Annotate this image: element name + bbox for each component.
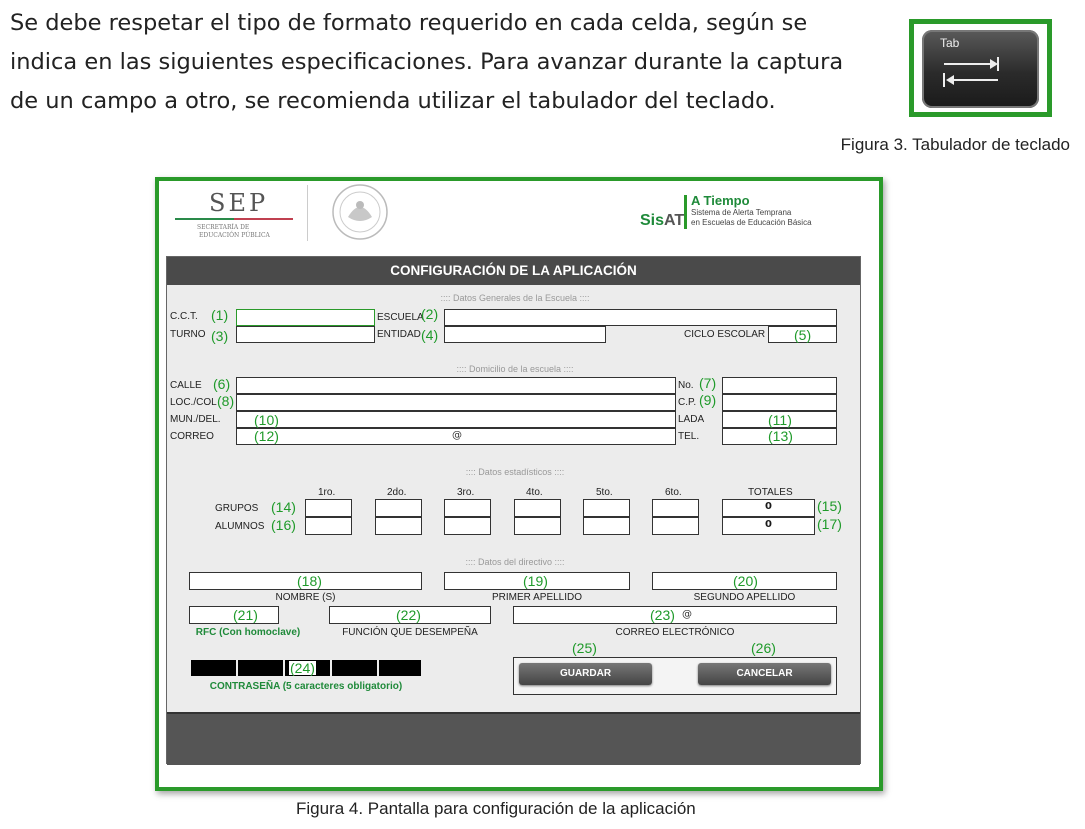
grupos-1ro-input[interactable] [305,499,352,517]
correo-electronico-input[interactable] [513,606,837,624]
national-seal-icon [330,183,390,241]
marker-19: (19) [523,573,548,589]
sisat-desc-2: en Escuelas de Educación Básica [691,218,812,227]
marker-23: (23) [650,607,675,623]
cp-input[interactable] [722,394,837,411]
marker-10: (10) [254,412,279,428]
alumnos-5to-input[interactable] [583,517,630,535]
grade-6-label: 6to. [665,487,682,498]
marker-12: (12) [254,428,279,444]
label-correo: CORREO [170,431,214,442]
password-caption: CONTRASEÑA (5 caracteres obligatorio) [209,681,403,692]
rfc-caption: RFC (Con homoclave) [195,627,301,638]
alumnos-2do-input[interactable] [375,517,422,535]
alumnos-4to-input[interactable] [514,517,561,535]
intro-paragraph [10,4,870,121]
password-box-4[interactable] [332,660,377,676]
marker-14: (14) [271,499,296,515]
panel-title: CONFIGURACIÓN DE LA APLICACIÓN [167,257,860,285]
tab-key-icon [922,30,1039,108]
label-tel: TEL. [678,431,700,442]
label-escuela: ESCUELA [377,312,424,323]
sisat-desc-1: Sistema de Alerta Temprana [691,208,792,217]
sisat-tagline: A Tiempo [691,193,750,208]
marker-17: (17) [817,516,842,532]
grade-3-label: 3ro. [457,487,475,498]
section-general-title: :::: Datos Generales de la Escuela :::: [440,293,590,303]
label-no: No. [678,380,694,391]
marker-25: (25) [572,640,597,656]
grade-1-label: 1ro. [318,487,336,498]
section-director-title: :::: Datos del directivo :::: [465,557,565,567]
alumnos-6to-input[interactable] [652,517,699,535]
sep-logo-sub1: SECRETARÍA DE [197,224,250,231]
label-entidad: ENTIDAD [377,329,421,340]
marker-6: (6) [213,376,231,392]
sep-logo-sub2: EDUCACIÓN PÚBLICA [199,232,270,239]
label-grupos: GRUPOS [215,503,259,514]
grupos-2do-input[interactable] [375,499,422,517]
nombre-caption: NOMBRE (S) [275,592,336,603]
password-box-5[interactable] [379,660,421,676]
section-address-title: :::: Domicilio de la escuela :::: [456,364,574,374]
password-box-2[interactable] [238,660,283,676]
calle-input[interactable] [236,377,676,394]
marker-2: (2) [421,306,439,322]
grupos-total: 0 [722,499,815,517]
figure-4-caption: Figura 4. Pantalla para configuración de la aplicación [296,799,696,818]
sisat-name-suffix: AT [664,212,685,229]
sep-logo [175,190,295,245]
cct-input[interactable] [236,309,375,326]
marker-21: (21) [233,607,258,623]
segundo-apellido-caption: SEGUNDO APELLIDO [693,592,796,603]
marker-26: (26) [751,640,776,656]
sep-logo-title: SEP [209,189,269,217]
grupos-3ro-input[interactable] [444,499,491,517]
marker-20: (20) [733,573,758,589]
tab-arrows-icon [922,30,1039,108]
correo-electronico-caption: CORREO ELECTRÓNICO [615,627,735,638]
marker-11: (11) [768,412,792,428]
marker-5: (5) [794,327,812,343]
localidad-input[interactable] [236,394,676,411]
marker-8: (8) [217,393,235,409]
marker-9: (9) [699,392,717,408]
marker-4: (4) [421,327,439,343]
label-cct: C.C.T. [170,311,198,322]
marker-1: (1) [211,307,229,323]
grade-4-label: 4to. [526,487,543,498]
marker-3: (3) [211,328,229,344]
label-turno: TURNO [170,329,206,340]
marker-7: (7) [699,375,717,391]
alumnos-total: 0 [722,517,815,535]
grade-5-label: 5to. [596,487,613,498]
label-lada: LADA [678,414,705,425]
numero-input[interactable] [722,377,837,394]
marker-18: (18) [297,573,322,589]
sisat-name-prefix: Sis [640,212,665,229]
marker-13: (13) [768,428,793,444]
intro-line-3: de un campo a otro, se recomienda utilizar el tabulador del teclado. [10,88,776,114]
label-mun: MUN./DEL. [170,414,221,425]
label-cp: C.P. [678,397,697,408]
turno-input[interactable] [236,326,375,343]
panel-footer [167,712,860,765]
intro-line-2: indica en las siguientes especificaciones. Para avanzar durante la captura [10,49,844,75]
section-stats-title: :::: Datos estadísticos :::: [465,467,565,477]
cancelar-button[interactable]: CANCELAR [698,663,831,685]
password-box-1[interactable] [191,660,236,676]
alumnos-3ro-input[interactable] [444,517,491,535]
escuela-input[interactable] [444,309,837,326]
marker-16: (16) [271,517,296,533]
totales-label: TOTALES [748,487,793,498]
municipio-input[interactable] [236,411,676,428]
correo-at-sign: @ [452,430,462,441]
grupos-4to-input[interactable] [514,499,561,517]
guardar-button[interactable]: GUARDAR [519,663,652,685]
logo-divider [307,185,308,241]
funcion-caption: FUNCIÓN QUE DESEMPEÑA [342,627,478,638]
label-calle: CALLE [170,380,202,391]
figure-3-tab-key [909,19,1052,117]
correo-electronico-at-sign: @ [682,609,692,620]
marker-24: (24) [290,660,315,676]
label-alumnos: ALUMNOS [215,521,265,532]
grade-2-label: 2do. [387,487,407,498]
alumnos-1ro-input[interactable] [305,517,352,535]
marker-22: (22) [396,607,421,623]
grupos-5to-input[interactable] [583,499,630,517]
entidad-input[interactable] [444,326,606,343]
grupos-6to-input[interactable] [652,499,699,517]
label-ciclo: CICLO ESCOLAR [684,329,766,340]
tab-key-label: Tab [940,36,960,50]
marker-15: (15) [817,498,842,514]
intro-line-1: Se debe respetar el tipo de formato requerido en cada celda, según se [10,10,808,36]
figure-3-caption: Figura 3. Tabulador de teclado [840,135,1070,154]
primer-apellido-caption: PRIMER APELLIDO [491,592,583,603]
label-loc: LOC./COL [170,397,217,408]
sisat-logo [640,193,840,233]
